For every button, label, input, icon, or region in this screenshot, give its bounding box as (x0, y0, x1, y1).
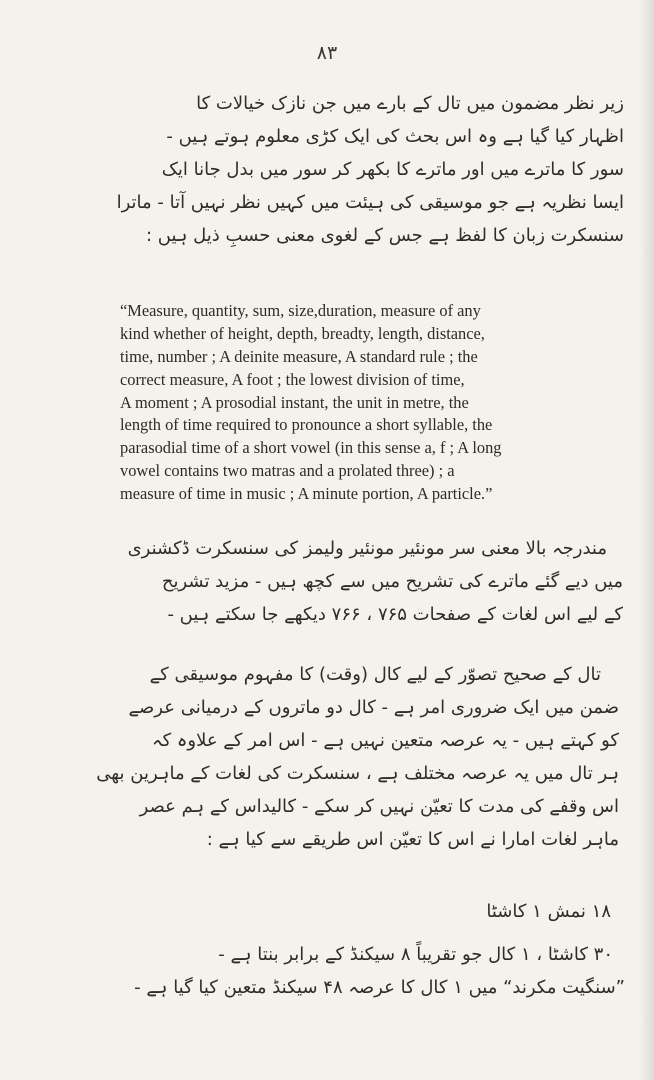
quote-line: measure of time in music ; A minute portion, A particle.” (120, 484, 493, 504)
binding-shadow (640, 0, 654, 1080)
quote-line: “Measure, quantity, sum, size,duration, measure of any (120, 301, 481, 320)
urdu-kaal-line: ضمن میں ایک ضروری امر ہے - کال دو ماتروں کے درمیانی عرصے (128, 697, 619, 718)
urdu-intro-line: ایسا نظریہ ہے جو موسیقی کی ہیئت میں کہیں نظر نہیں آتا - ماترا (116, 192, 624, 213)
english-quotation (120, 300, 628, 506)
urdu-measure-line: ”سنگیت مکرند“ میں ۱ کال کا عرصہ ۴۸ سیکنڈ متعین کیا گیا ہے - (134, 977, 625, 998)
urdu-kaal-line: ہر تال میں یہ عرصہ مختلف ہے ، سنسکرت کی لغات کے ماہرین بھی (96, 763, 619, 784)
page-number: ۸۳ (316, 42, 338, 64)
quote-line: length of time required to pronounce a short syllable, the (120, 415, 493, 435)
urdu-kaal-paragraph (37, 658, 619, 856)
quote-line: vowel contains two matras and a prolated three) ; a (120, 461, 455, 481)
urdu-intro-line: سور کا ماترے میں اور ماترے کا بکھر کر سور میں بدل جانا ایک (161, 159, 624, 180)
quote-line: parasodial time of a short vowel (in this sense a, f ; A long (120, 438, 502, 458)
urdu-kaal-line: ماہر لغات امارا نے اس کا تعیّن اس طریقے سے کیا ہے : (206, 829, 619, 850)
urdu-kaal-line: اس وقفے کی مدت کا تعیّن نہیں کر سکے - کالیداس کے ہم عصر (139, 796, 619, 817)
urdu-measure-first: ۱۸ نمش ۱ کاشٹا (486, 901, 611, 922)
urdu-measure-line: ۳۰ کاشٹا ، ۱ کال جو تقریباً ۸ سیکنڈ کے برابر بنتا ہے - (218, 944, 613, 965)
urdu-intro-line: زیر نظر مضمون میں تال کے بارے میں جن نازک خیالات کا (196, 93, 624, 114)
urdu-dictionary-paragraph (38, 532, 623, 631)
quote-line: time, number ; A deinite measure, A standard rule ; the (120, 346, 478, 366)
urdu-measure-paragraph (35, 938, 625, 1004)
urdu-kaal-line: کو کہتے ہیں - یہ عرصہ متعین نہیں ہے - اس امر کے علاوہ کہ (152, 730, 619, 751)
urdu-dictionary-line: مندرجہ بالا معنی سر مونئیر مونئیر ولیمز کی سنسکرت ڈکشنری (127, 538, 607, 559)
quote-line: kind whether of height, depth, breadty, length, distance, (120, 323, 485, 343)
urdu-intro-line: اظہار کیا گیا ہے وہ اس بحث کی ایک کڑی معلوم ہوتے ہیں - (166, 126, 624, 147)
urdu-intro-paragraph (39, 87, 624, 252)
urdu-dictionary-line: میں دیے گئے ماترے کی تشریح میں سے کچھ ہیں - مزید تشریح (161, 571, 623, 592)
urdu-intro-line: سنسکرت زبان کا لفظ ہے جس کے لغوی معنی حسبِ ذیل ہیں : (145, 225, 624, 246)
urdu-kaal-line: تال کے صحیح تصوّر کے لیے کال (وقت) کا مفہوم موسیقی کے (149, 664, 601, 685)
quote-line: correct measure, A foot ; the lowest division of time, (120, 369, 465, 389)
urdu-dictionary-line: کے لیے اس لغات کے صفحات ۷۶۵ ، ۷۶۶ دیکھے جا سکتے ہیں - (167, 604, 623, 625)
quote-line: A moment ; A prosodial instant, the unit in metre, the (120, 392, 469, 412)
